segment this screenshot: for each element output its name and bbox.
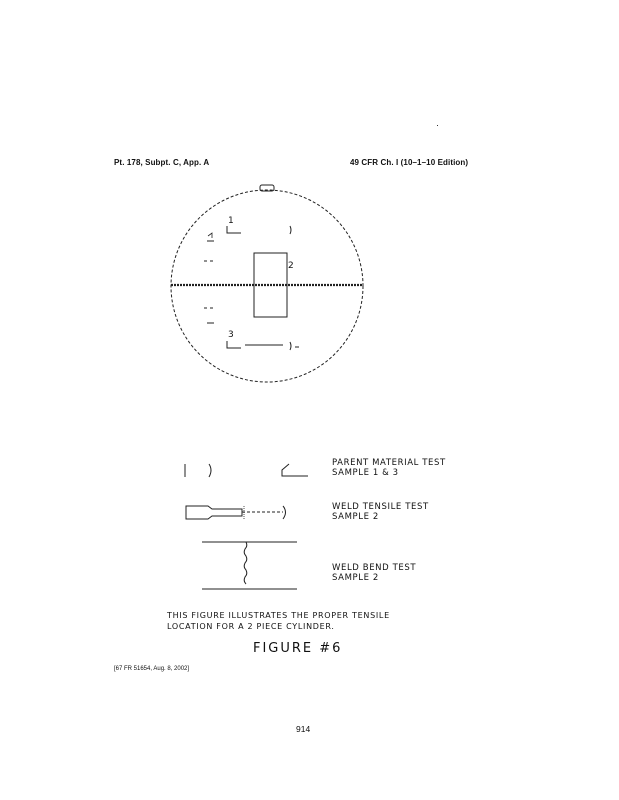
sample1-end: [290, 226, 291, 234]
legend-tensile-line1: WELD TENSILE TEST: [332, 502, 429, 512]
page-number: 914: [296, 724, 311, 734]
source-note: [67 FR 51654, Aug. 8, 2002]: [114, 666, 190, 672]
parent-sample-mark: [209, 464, 211, 477]
tensile-specimen-right: [283, 506, 286, 519]
sample1-bracket: [227, 226, 241, 233]
bend-weld-line: [244, 542, 247, 584]
running-header-left: Pt. 178, Subpt. C, App. A: [114, 158, 210, 167]
legend-parent-line1: PARENT MATERIAL TEST: [332, 458, 446, 468]
sample-number-1: 1: [228, 216, 234, 226]
legend-tensile-line2: SAMPLE 2: [332, 512, 379, 522]
sample-number-2: 2: [288, 261, 294, 271]
tick: [208, 233, 212, 238]
tensile-specimen-left: [186, 506, 242, 519]
sample3-bracket: [227, 341, 241, 348]
legend-parent-line2: SAMPLE 1 & 3: [332, 468, 399, 478]
running-header-right: 49 CFR Ch. I (10–1–10 Edition): [350, 158, 469, 167]
sample-number-3: 3: [228, 330, 234, 340]
legend-bend-line1: WELD BEND TEST: [332, 563, 417, 573]
legend-bend-line2: SAMPLE 2: [332, 573, 379, 583]
figure-caption-line1: THIS FIGURE ILLUSTRATES THE PROPER TENSILE: [167, 611, 390, 620]
parent-sample-right-end: [282, 464, 308, 476]
sample3-end: [290, 342, 291, 350]
figure-caption-line2: LOCATION FOR A 2 PIECE CYLINDER.: [167, 622, 335, 631]
figure-label: FIGURE #6: [253, 641, 343, 656]
